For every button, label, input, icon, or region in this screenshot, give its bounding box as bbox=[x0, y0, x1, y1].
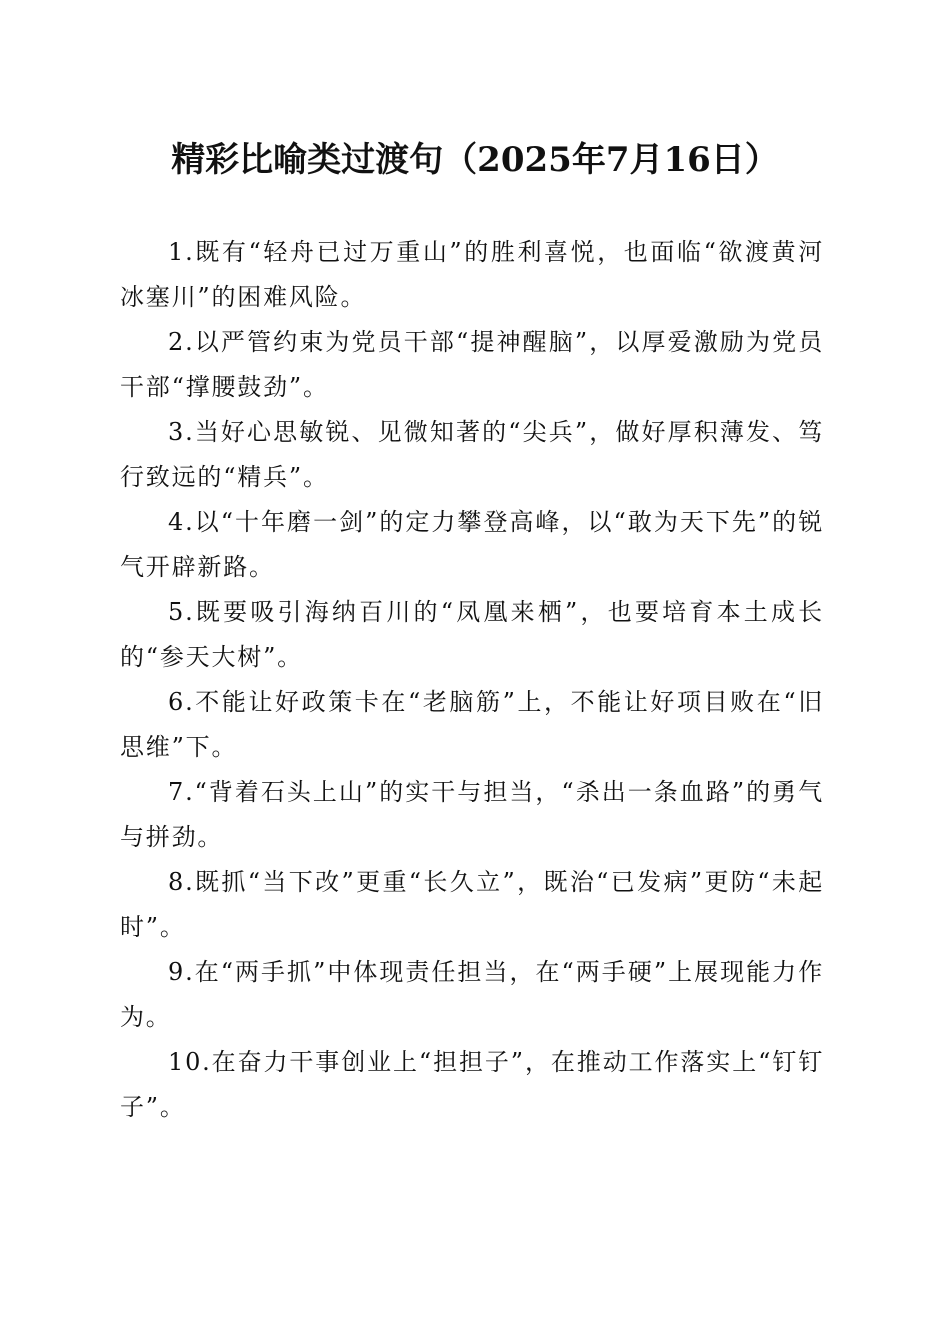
paragraph-6: 6.不能让好政策卡在“老脑筋”上，不能让好项目败在“旧思维”下。 bbox=[120, 688, 824, 761]
document-body bbox=[120, 230, 824, 1130]
paragraph-1: 1.既有“轻舟已过万重山”的胜利喜悦，也面临“欲渡黄河冰塞川”的困难风险。 bbox=[120, 238, 824, 311]
paragraph-9: 9.在“两手抓”中体现责任担当，在“两手硬”上展现能力作为。 bbox=[120, 958, 824, 1031]
paragraph-10: 10.在奋力干事创业上“担担子”，在推动工作落实上“钉钉子”。 bbox=[120, 1048, 824, 1121]
paragraph-7: 7.“背着石头上山”的实干与担当，“杀出一条血路”的勇气与拼劲。 bbox=[120, 778, 824, 851]
paragraph-8: 8.既抓“当下改”更重“长久立”，既治“已发病”更防“未起时”。 bbox=[120, 868, 824, 941]
paragraph-5: 5.既要吸引海纳百川的“凤凰来栖”，也要培育本土成长的“参天大树”。 bbox=[120, 598, 824, 671]
paragraph-3: 3.当好心思敏锐、见微知著的“尖兵”，做好厚积薄发、笃行致远的“精兵”。 bbox=[120, 418, 824, 491]
paragraph-4: 4.以“十年磨一剑”的定力攀登高峰，以“敢为天下先”的锐气开辟新路。 bbox=[120, 508, 824, 581]
document-title: 精彩比喻类过渡句（2025年7月16日） bbox=[171, 140, 779, 180]
paragraph-2: 2.以严管约束为党员干部“提神醒脑”，以厚爱激励为党员干部“撑腰鼓劲”。 bbox=[120, 328, 824, 401]
